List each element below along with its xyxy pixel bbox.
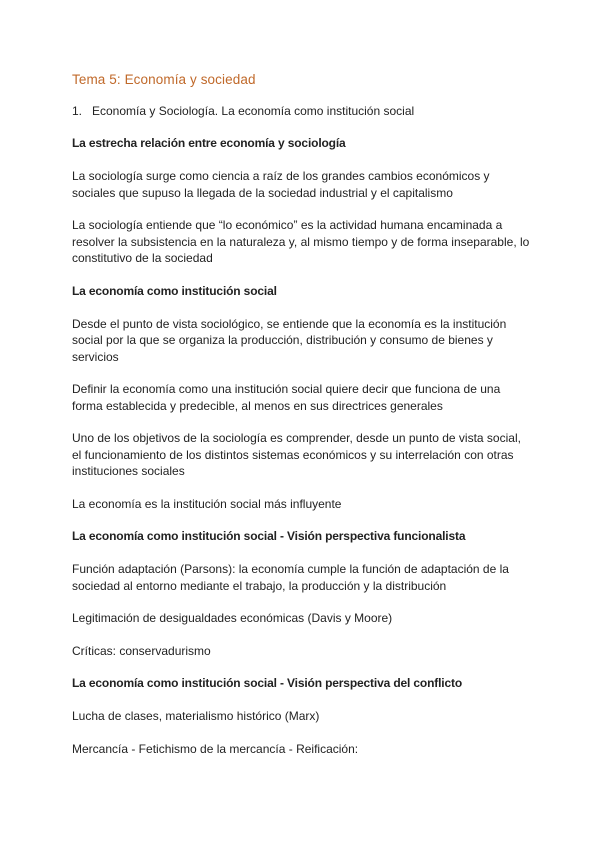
- document-title: Tema 5: Economía y sociedad: [72, 72, 256, 87]
- list-item-number: 1.: [72, 104, 83, 118]
- paragraph: Legitimación de desigualdades económicas (Davis y Moore): [72, 611, 393, 625]
- list-item: [72, 103, 532, 120]
- numbered-list: [72, 103, 532, 120]
- section-heading-institucion-social: La economía como institución social: [72, 283, 277, 298]
- paragraph: Uno de los objetivos de la sociología es comprender, desde un punto de vista social, el funcionamiento de los distintos sistemas económicos y su interrelación con otras instituciones sociales: [72, 431, 521, 478]
- section-heading-conflicto: La economía como institución social - Visión perspectiva del conflicto: [72, 676, 463, 690]
- paragraph: Definir la economía como una institución social quiere decir que funciona de una forma establecida y predecible, al menos en sus directrices generales: [72, 382, 501, 413]
- section-heading-relacion: La estrecha relación entre economía y sociología: [72, 136, 346, 150]
- paragraph: Desde el punto de vista sociológico, se entiende que la economía es la institución social por la que se organiza la producción, distribución y consumo de bienes y servicios: [72, 316, 507, 364]
- section-heading-funcionalista: La economía como institución social - Visión perspectiva funcionalista: [72, 529, 466, 543]
- paragraph: Críticas: conservadurismo: [72, 643, 211, 658]
- paragraph: La sociología entiende que “lo económico” es la actividad humana encaminada a resolver la subsistencia en la naturaleza y, al mismo tiempo y de forma inseparable, lo constitutivo de la sociedad: [72, 218, 530, 265]
- paragraph: La economía es la institución social más influyente: [72, 496, 342, 511]
- paragraph: Mercancía - Fetichismo de la mercancía - Reificación:: [72, 741, 359, 756]
- paragraph: La sociología surge como ciencia a raíz de los grandes cambios económicos y sociales que supuso la llegada de la sociedad industrial y el capitalismo: [72, 169, 490, 200]
- paragraph: Lucha de clases, materialismo histórico (Marx): [72, 709, 320, 723]
- paragraph: Función adaptación (Parsons): la economía cumple la función de adaptación de la sociedad al entorno mediante el trabajo, la producción y la distribución: [72, 562, 509, 593]
- list-item-text: Economía y Sociología. La economía como institución social: [92, 104, 415, 118]
- document-content: [72, 72, 532, 773]
